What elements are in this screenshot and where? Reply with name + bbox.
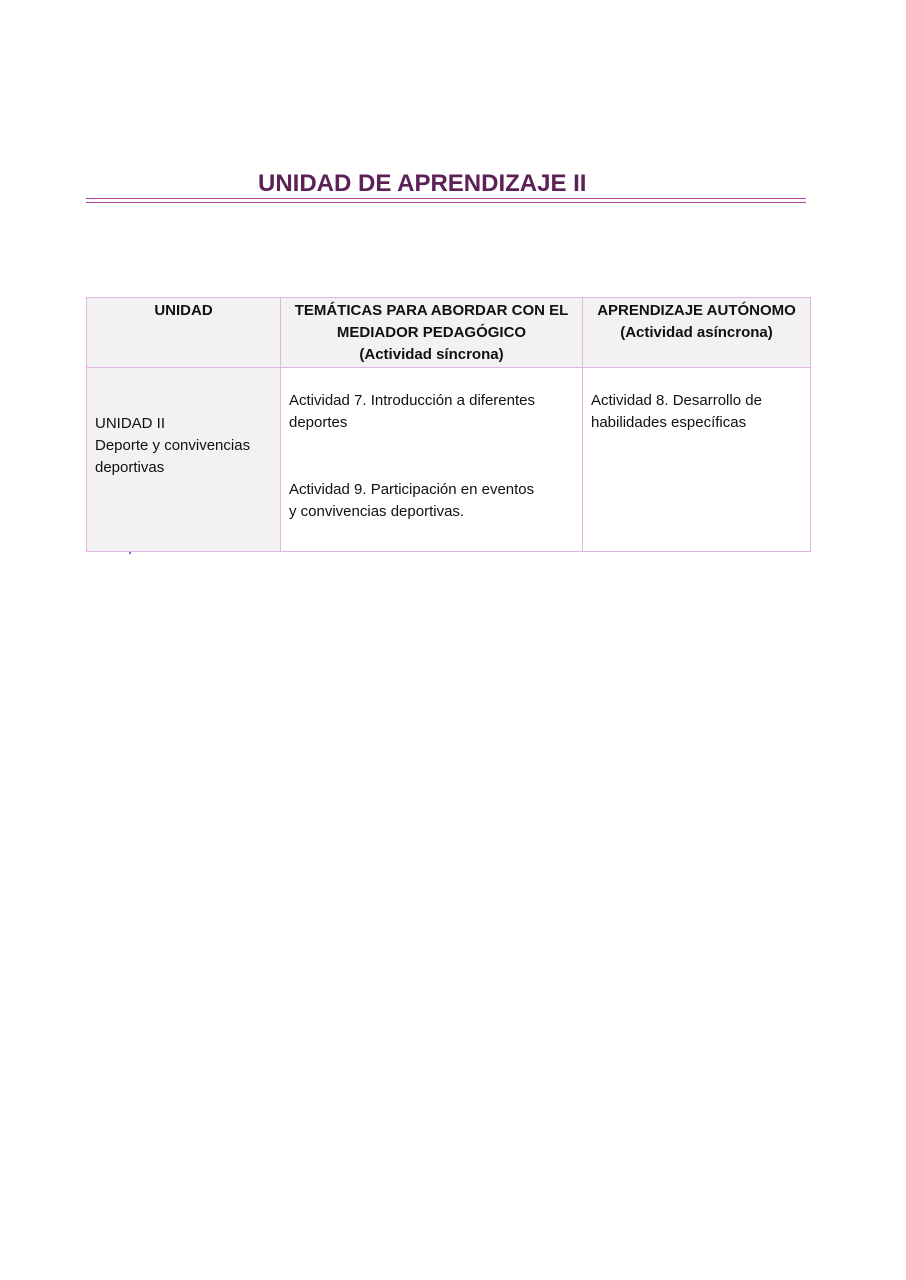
header-sync-line-3: (Actividad síncrona) bbox=[359, 346, 504, 363]
activity-8-line-2: habilidades específicas bbox=[591, 414, 747, 431]
async-activities-cell bbox=[583, 368, 811, 552]
header-async-line-1: APRENDIZAJE AUTÓNOMO bbox=[597, 302, 796, 319]
unit-cell bbox=[87, 368, 281, 552]
activity-9 bbox=[289, 479, 574, 523]
header-sync-line-2: MEDIADOR PEDAGÓGICO bbox=[336, 324, 527, 341]
title-underline-second bbox=[86, 202, 806, 203]
unit-line-1: UNIDAD II bbox=[95, 415, 166, 432]
header-async-line-2: (Actividad asíncrona) bbox=[620, 324, 773, 341]
activity-7-line-1: Actividad 7. Introducción a diferentes bbox=[289, 392, 535, 409]
stray-mark bbox=[129, 552, 131, 554]
header-unit bbox=[87, 298, 281, 368]
title-block bbox=[86, 170, 806, 206]
unit-line-3: deportivas bbox=[95, 459, 165, 476]
activity-7-line-2: deportes bbox=[289, 414, 348, 431]
sync-activities-cell bbox=[281, 368, 583, 552]
learning-unit-table bbox=[86, 297, 811, 552]
title-underline bbox=[86, 198, 806, 199]
header-unit-line: UNIDAD bbox=[154, 302, 213, 319]
activity-7 bbox=[289, 390, 574, 434]
activity-8-line-1: Actividad 8. Desarrollo de bbox=[591, 392, 762, 409]
activity-8 bbox=[591, 390, 802, 434]
table-row bbox=[87, 368, 811, 552]
activity-9-line-1: Actividad 9. Participación en eventos bbox=[289, 481, 535, 498]
page-title: UNIDAD DE APRENDIZAJE II bbox=[258, 170, 587, 197]
header-autonomous-learning bbox=[583, 298, 811, 368]
header-sync-topics bbox=[281, 298, 583, 368]
unit-line-2: Deporte y convivencias bbox=[95, 437, 251, 454]
table-header-row bbox=[87, 298, 811, 368]
activity-9-line-2: y convivencias deportivas. bbox=[289, 503, 465, 520]
header-sync-line-1: TEMÁTICAS PARA ABORDAR CON EL bbox=[294, 302, 569, 319]
unit-text bbox=[95, 413, 272, 479]
